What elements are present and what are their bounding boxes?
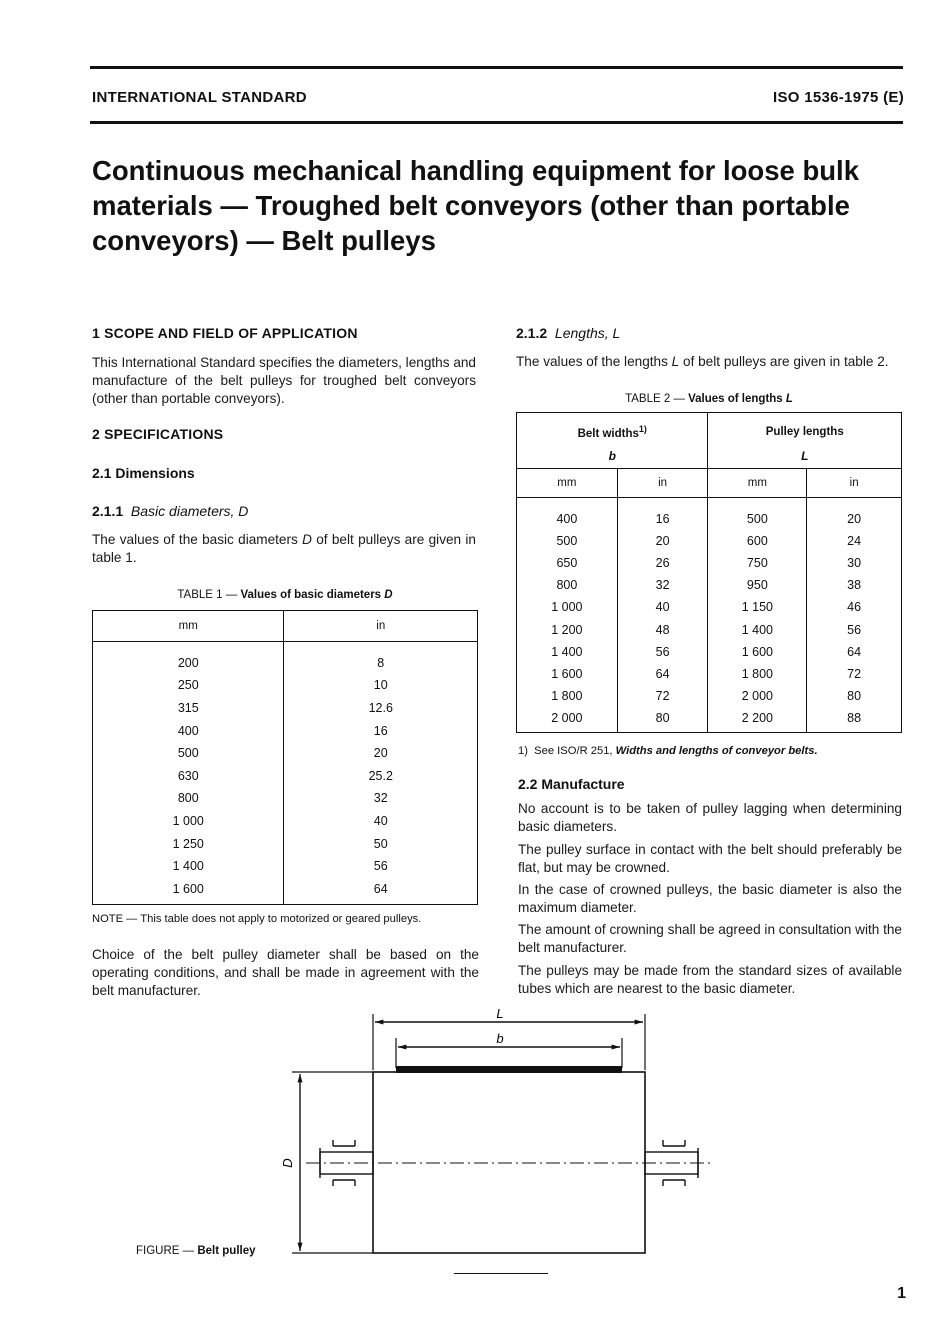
- page-number: 1: [897, 1285, 906, 1302]
- table-2-cell-L-in: 88: [847, 711, 862, 726]
- table-2-cell-L-mm: 950: [708, 574, 807, 596]
- header-left: INTERNATIONAL STANDARD: [92, 89, 307, 106]
- section-2-1-1-text: The values of the basic diameters D of belt pulleys are given in table 1.: [92, 532, 476, 565]
- table-2-cell-b-in: 40: [617, 596, 708, 618]
- table-1-cell-in: 32: [373, 791, 388, 806]
- footer-rule: [454, 1273, 548, 1274]
- table-2-symbol-b: b: [517, 445, 708, 469]
- table-2-cell-b-in: 20: [617, 530, 708, 552]
- table-2-header-in-b: in: [617, 469, 708, 498]
- dimension-L-label: L: [496, 1006, 504, 1021]
- table-2-cell-b-mm: 1 200: [517, 618, 618, 640]
- table-1-cell-mm: 1 250: [93, 832, 284, 855]
- table-2-cell-L-mm: 2 200: [708, 707, 807, 729]
- table-2-cell-b-in: 80: [617, 707, 708, 729]
- dimension-D-label: D: [280, 1158, 295, 1168]
- table-1-cell-mm: 800: [93, 787, 284, 810]
- table-2-cell-b-mm: 800: [517, 574, 618, 596]
- table-2-cell-L-mm: 500: [708, 508, 807, 530]
- table-2-cell-L-mm: 1 600: [708, 641, 807, 663]
- table-2-cell-L-in: 80: [847, 689, 862, 704]
- table-2-cell-L-in: 30: [847, 555, 862, 570]
- section-2-2-p2: The pulley surface in contact with the belt should preferably be flat, but may be crowned.: [518, 842, 902, 875]
- table-1-cell-in: 25.2: [368, 768, 393, 783]
- table-2-cell-b-in: 72: [617, 685, 708, 707]
- table-2-cell-b-in: 56: [617, 641, 708, 663]
- choice-text: Choice of the belt pulley diameter shall be based on the operating conditions, and shall be made in agreement with the belt manufacturer.: [92, 947, 479, 998]
- table-2-cell-L-in: 46: [847, 600, 862, 615]
- table-1-note: NOTE — This table does not apply to motorized or geared pulleys.: [92, 913, 422, 925]
- table-1-cell-in: 50: [373, 836, 388, 851]
- title-line-2: materials — Troughed belt conveyors (other than portable: [92, 190, 850, 221]
- table-2-cell-L-mm: 1 400: [708, 618, 807, 640]
- table-2-cell-L-mm: 1 150: [708, 596, 807, 618]
- table-1-cell-in: 56: [373, 859, 388, 874]
- section-2-1-heading: 2.1 Dimensions: [92, 465, 195, 481]
- table-1-cell-in: 64: [373, 881, 388, 896]
- table-2-cell-L-in: 64: [847, 644, 862, 659]
- table-2-header-mm-b: mm: [517, 469, 618, 498]
- header-right: ISO 1536-1975 (E): [772, 89, 904, 106]
- title-line-1: Continuous mechanical handling equipment for loose bulk: [92, 155, 859, 186]
- table-2-group-belt-widths: Belt widths$^{1)}$: [517, 413, 708, 445]
- table-1-cell-in: 10: [373, 678, 388, 693]
- table-2-cell-b-in: 48: [617, 618, 708, 640]
- table-1-cell-mm: 1 000: [93, 810, 284, 833]
- table-2-cell-b-mm: 500: [517, 530, 618, 552]
- table-2-cell-L-in: 72: [847, 666, 862, 681]
- table-1-cell-mm: 1 400: [93, 855, 284, 878]
- table-1-header-in: in: [376, 620, 386, 632]
- table-2-cell-L-in: 24: [847, 533, 862, 548]
- table-1-cell-mm: 400: [93, 719, 284, 742]
- title-line-3: conveyors) — Belt pulleys: [92, 225, 436, 256]
- table-1-cell-mm: 630: [93, 764, 284, 787]
- section-2-1-1-number: 2.1.1: [92, 503, 124, 519]
- section-2-2-p5: The pulleys may be made from the standard sizes of available tubes which are nearest to the basic diameter.: [518, 963, 902, 996]
- dimension-b-label: b: [496, 1031, 504, 1046]
- section-2-1-1-title: Basic diameters, D: [130, 503, 249, 519]
- table-2-cell-b-mm: 1 800: [517, 685, 618, 707]
- table-2-header-in-L: in: [849, 477, 859, 489]
- table-1-cell-mm: 250: [93, 674, 284, 697]
- section-2-2-p1: No account is to be taken of pulley lagging when determining basic diameters.: [518, 801, 902, 834]
- table-2-footnote: 1) See ISO/R 251, Widths and lengths of conveyor belts.: [518, 745, 818, 757]
- section-1-heading: 1 SCOPE AND FIELD OF APPLICATION: [92, 325, 358, 341]
- table-2-symbol-L: L: [801, 449, 809, 464]
- table-2-cell-L-mm: 1 800: [708, 663, 807, 685]
- section-1-text: This International Standard specifies the diameters, lengths and manufacture of the belt pulleys for troughed belt conveyors (other than portable conveyors).: [92, 355, 476, 406]
- section-2-2-p3: In the case of crowned pulleys, the basic diameter is also the maximum diameter.: [518, 882, 902, 915]
- table-2-cell-b-mm: 650: [517, 552, 618, 574]
- table-1-caption: TABLE 1 — Values of basic diameters D: [177, 589, 393, 601]
- table-1-header-mm: mm: [93, 611, 284, 642]
- table-2-cell-b-mm: 1 400: [517, 641, 618, 663]
- table-1-cell-mm: 500: [93, 742, 284, 765]
- section-2-1-2-number: 2.1.2: [516, 325, 548, 341]
- table-2-cell-L-in: 56: [847, 622, 862, 637]
- figure-caption: FIGURE — Belt pulley: [136, 1245, 256, 1257]
- table-2-cell-L-mm: 750: [708, 552, 807, 574]
- table-1-cell-in: 12.6: [368, 700, 393, 715]
- table-2-cell-b-in: 64: [617, 663, 708, 685]
- section-2-2-p4: The amount of crowning shall be agreed in consultation with the belt manufacturer.: [518, 922, 902, 955]
- table-2-cell-b-in: 32: [617, 574, 708, 596]
- section-2-1-2-title: Lengths, L: [554, 325, 621, 341]
- table-1-cell-mm: 200: [93, 652, 284, 675]
- section-2-1-2-text: The values of the lengths L of belt pulleys are given in table 2.: [516, 354, 889, 369]
- table-2-cell-b-mm: 1 000: [517, 596, 618, 618]
- table-1-cell-mm: 1 600: [93, 877, 284, 900]
- table-2-caption: TABLE 2 — Values of lengths L: [625, 393, 793, 405]
- table-1-cell-mm: 315: [93, 697, 284, 720]
- section-2-heading: 2 SPECIFICATIONS: [92, 426, 224, 442]
- table-2-header-mm-L: mm: [708, 469, 807, 498]
- table-2-cell-L-in: 38: [847, 578, 862, 593]
- table-2-cell-b-mm: 2 000: [517, 707, 618, 729]
- table-2-cell-b-mm: 1 600: [517, 663, 618, 685]
- table-1-cell-in: 16: [373, 723, 388, 738]
- table-2-cell-b-in: 16: [617, 508, 708, 530]
- table-2-group-pulley-lengths: Pulley lengths: [765, 425, 844, 438]
- table-1-cell-in: 20: [373, 746, 388, 761]
- table-2-cell-L-mm: 2 000: [708, 685, 807, 707]
- table-2-cell-L-in: 20: [847, 511, 862, 526]
- table-1-cell-in: 40: [373, 813, 388, 828]
- table-1-cell-in: 8: [377, 655, 385, 670]
- table-2-cell-L-mm: 600: [708, 530, 807, 552]
- table-2-cell-b-in: 26: [617, 552, 708, 574]
- table-2-cell-b-mm: 400: [517, 508, 618, 530]
- section-2-2-heading: 2.2 Manufacture: [518, 776, 625, 792]
